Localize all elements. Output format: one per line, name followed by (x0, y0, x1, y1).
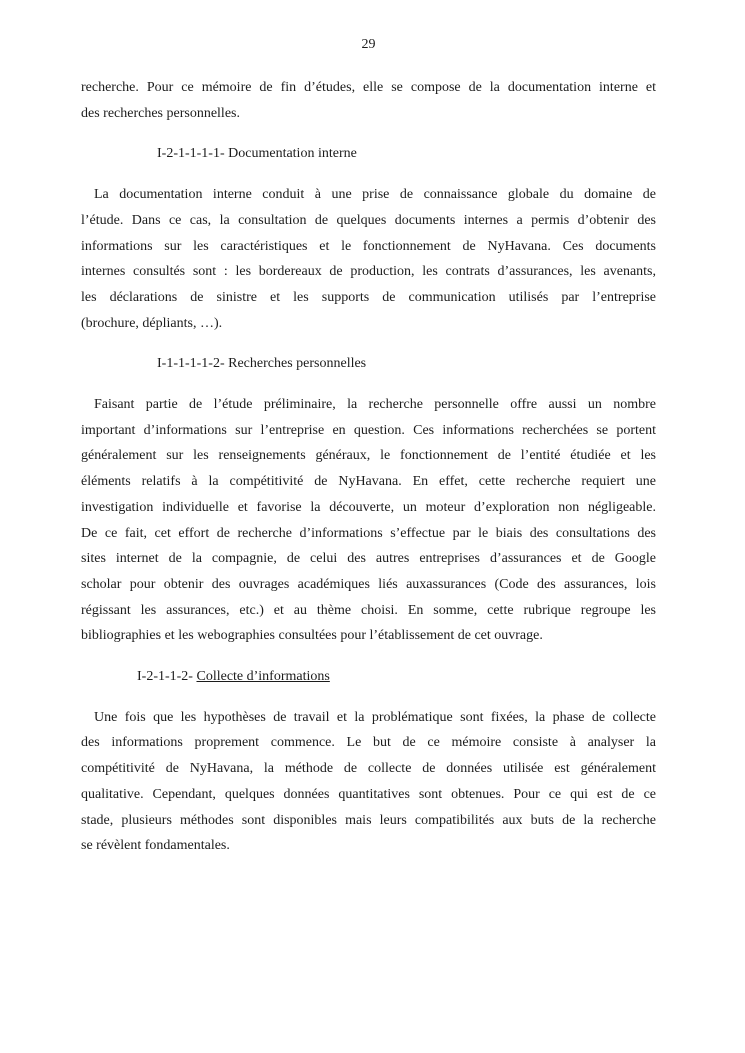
text-line: investigation individuelle et favorise la découverte, un moteur d’exploration non négligeable. (81, 499, 656, 515)
text-line: informations sur les caractéristiques et le fonctionnement de NyHavana. Ces documents (81, 238, 656, 254)
text-line: scholar pour obtenir des ouvrages académiques liés auxassurances (Code des assurances, lois (81, 576, 656, 592)
text-line: les déclarations de sinistre et les supports de communication utilisés par l’entreprise (81, 289, 656, 305)
text-line: se révèlent fondamentales. (81, 838, 230, 854)
text-line: stade, plusieurs méthodes sont disponibles mais leurs compatibilités aux buts de la recherche (81, 812, 656, 828)
text-line: des recherches personnelles. (81, 105, 240, 121)
paragraph-documentation-interne (81, 182, 656, 336)
text-line: internes consultés sont : les bordereaux de production, les contrats d’assurances, les avenants, (81, 264, 656, 280)
text-line: compétitivité de NyHavana, la méthode de collecte de données utilisée est généralement (81, 761, 656, 777)
text-line: généralement sur les renseignements généraux, le fonctionnement de l’entité étudiée et les (81, 448, 656, 464)
text-line: régissant les assurances, etc.) et au thème choisi. En somme, cette rubrique regroupe les (81, 602, 656, 618)
text-line: Une fois que les hypothèses de travail et la problématique sont fixées, la phase de collecte (94, 709, 656, 725)
heading-recherches-personnelles: I-1-1-1-1-2- Recherches personnelles (157, 356, 367, 372)
text-line: recherche. Pour ce mémoire de fin d’études, elle se compose de la documentation interne et (81, 80, 656, 95)
text-line: La documentation interne conduit à une prise de connaissance globale du domaine de (94, 187, 656, 203)
heading-number: I-2-1-1-2- (137, 669, 193, 685)
paragraph-recherches-personnelles (81, 392, 656, 649)
heading-documentation-interne: I-2-1-1-1-1- Documentation interne (157, 146, 357, 162)
text-line: Faisant partie de l’étude préliminaire, la recherche personnelle offre aussi un nombre (94, 397, 656, 413)
text-line: sites internet de la compagnie, de celui des autres entreprises d’assurances et de Google (81, 551, 656, 567)
heading-collecte-informations (137, 664, 656, 690)
text-line: (brochure, dépliants, …). (81, 315, 223, 331)
text-line: des informations proprement commence. Le but de ce mémoire consiste à analyser la (81, 735, 656, 751)
text-line: éléments relatifs à la compétitivité de NyHavana. En effet, cette recherche requiert une (81, 474, 656, 490)
text-line: important d’informations sur l’entreprise en question. Ces informations recherchées se portent (81, 422, 656, 438)
text-line: De ce fait, cet effort de recherche d’informations s’effectue par le biais des consultations des (81, 525, 656, 541)
text-line: qualitative. Cependant, quelques données quantitatives sont obtenues. Pour ce qui est de ce (81, 786, 656, 802)
text-line: bibliographies et les webographies consultées pour l’établissement de cet ouvrage. (81, 628, 543, 644)
heading-title-underlined: Collecte d’informations (196, 669, 330, 685)
page-number: 29 (361, 37, 376, 52)
paragraph-continuation (81, 75, 656, 126)
paragraph-collecte-informations (81, 705, 656, 859)
text-line: l’étude. Dans ce cas, la consultation de quelques documents internes a permis d’obtenir des (81, 212, 656, 228)
